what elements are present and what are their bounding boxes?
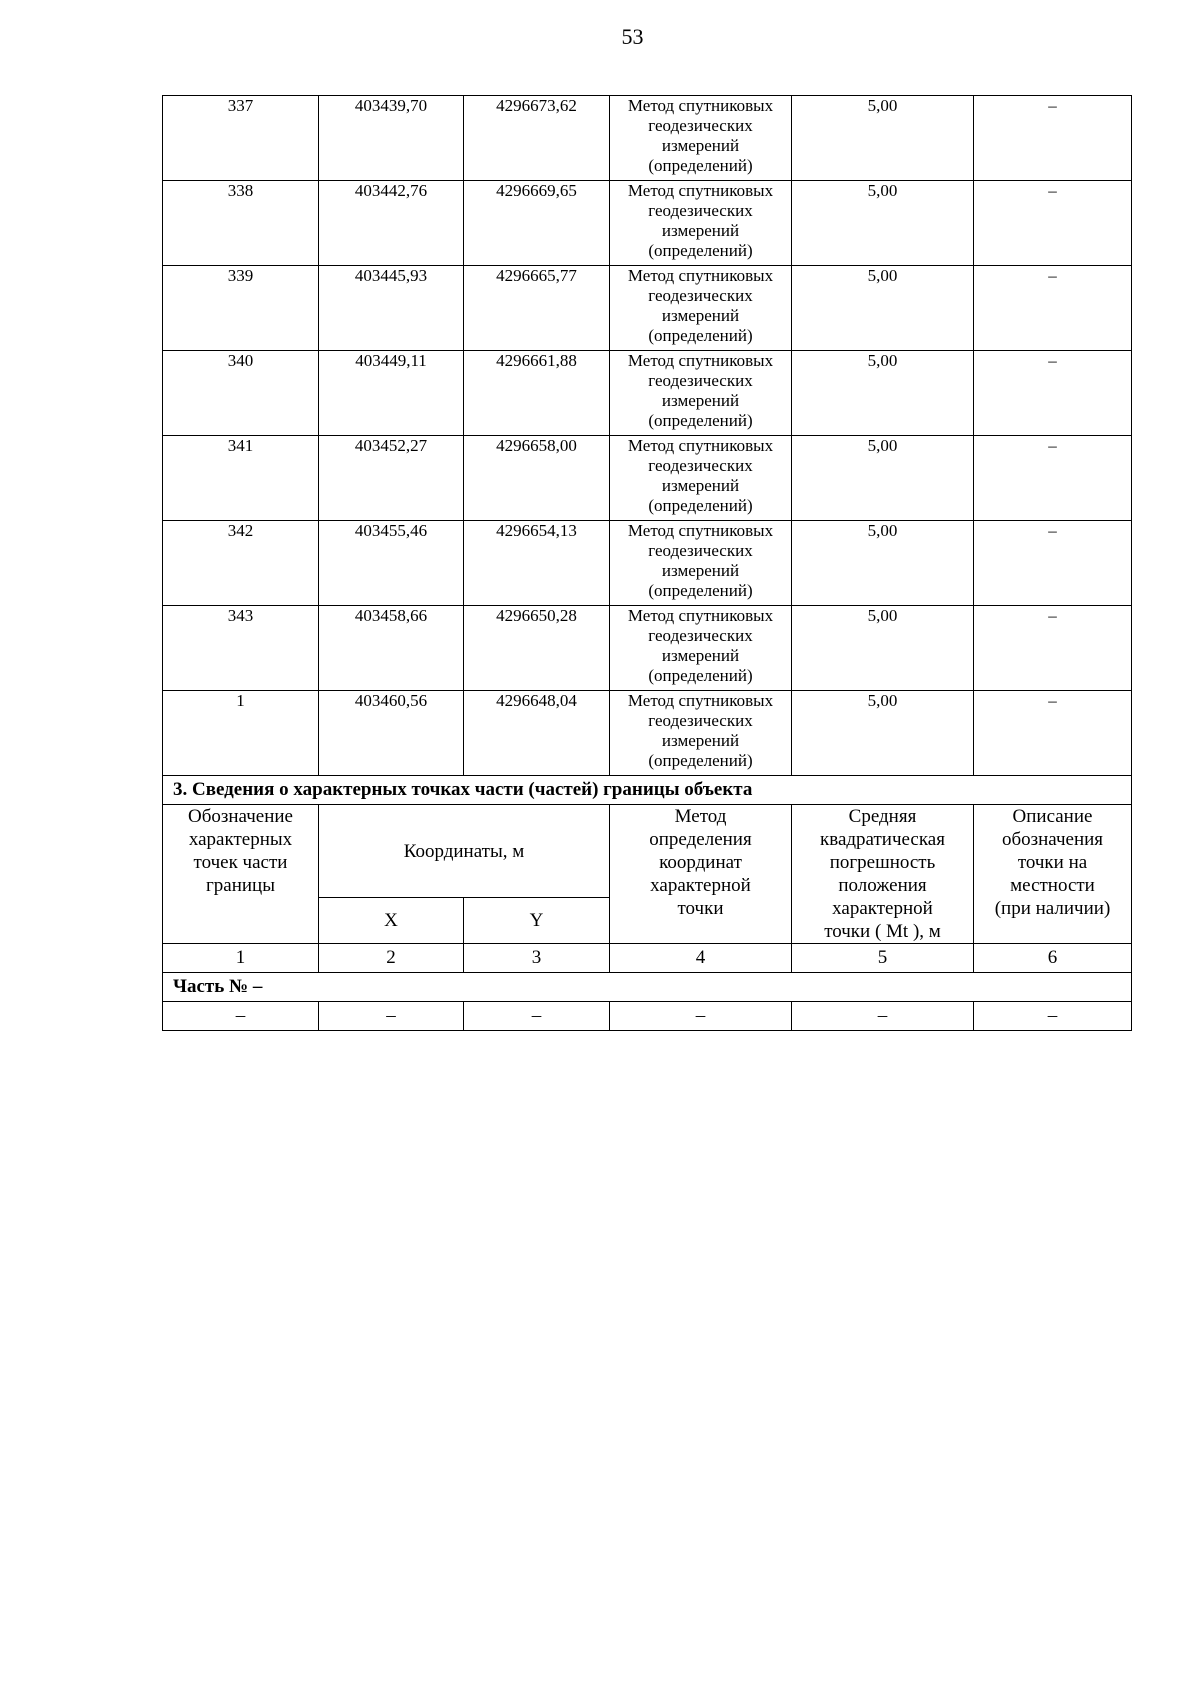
header-designation: [163, 805, 319, 944]
table-row: [163, 181, 1132, 266]
method-line: геодезических: [648, 371, 753, 390]
header-error: [792, 805, 974, 944]
coord-y: 4296654,13: [464, 521, 610, 606]
point-description: –: [974, 181, 1132, 266]
coord-y: 4296658,00: [464, 436, 610, 521]
coord-y: 4296673,62: [464, 96, 610, 181]
method-line: Метод спутниковых: [627, 266, 774, 285]
method-line: Метод спутниковых: [627, 606, 774, 625]
method-line: Метод спутниковых: [627, 521, 774, 540]
point-description: –: [974, 96, 1132, 181]
table-row: [163, 691, 1132, 776]
method-line: геодезических: [648, 541, 753, 560]
header-line: Описание: [1012, 806, 1093, 827]
method-line: геодезических: [648, 286, 753, 305]
empty-cell: –: [792, 1002, 974, 1031]
header-line: характерных: [188, 829, 293, 850]
header-line: точки ( Mt ), м: [824, 921, 941, 942]
header-line: положения: [838, 875, 927, 896]
method: [610, 181, 792, 266]
method: [610, 266, 792, 351]
header-line: характерной: [650, 875, 751, 896]
empty-cell: –: [974, 1002, 1132, 1031]
method-line: Метод спутниковых: [627, 96, 774, 115]
table-row: [163, 606, 1132, 691]
column-number: 6: [974, 944, 1132, 973]
point-id: 339: [163, 266, 319, 351]
header-x: X: [319, 898, 464, 944]
mean-error: 5,00: [792, 351, 974, 436]
coord-y: 4296665,77: [464, 266, 610, 351]
column-number: 5: [792, 944, 974, 973]
coord-x: 403452,27: [319, 436, 464, 521]
mean-error: 5,00: [792, 96, 974, 181]
coord-y: 4296661,88: [464, 351, 610, 436]
method: [610, 606, 792, 691]
points-table-body: [163, 96, 1132, 776]
method: [610, 521, 792, 606]
column-number: 1: [163, 944, 319, 973]
method-line: Метод спутниковых: [627, 436, 774, 455]
method-line: Метод спутниковых: [627, 351, 774, 370]
coord-x: 403449,11: [319, 351, 464, 436]
method: [610, 436, 792, 521]
point-id: 1: [163, 691, 319, 776]
empty-cell: –: [319, 1002, 464, 1031]
method-line: Метод спутниковых: [627, 181, 774, 200]
point-id: 342: [163, 521, 319, 606]
method-line: Метод спутниковых: [627, 691, 774, 710]
method-line: геодезических: [648, 456, 753, 475]
point-description: –: [974, 606, 1132, 691]
method-line: геодезических: [648, 201, 753, 220]
empty-data-row: [163, 1002, 1132, 1031]
method-line: измерений: [661, 136, 740, 155]
point-description: –: [974, 691, 1132, 776]
header-coordinates: Координаты, м: [319, 805, 610, 898]
coord-y: 4296650,28: [464, 606, 610, 691]
point-id: 340: [163, 351, 319, 436]
method-line: измерений: [661, 731, 740, 750]
column-number: 4: [610, 944, 792, 973]
point-description: –: [974, 266, 1132, 351]
method-line: геодезических: [648, 626, 753, 645]
page-number: 53: [621, 24, 644, 49]
method-line: (определений): [648, 751, 753, 770]
table-row: [163, 521, 1132, 606]
point-id: 338: [163, 181, 319, 266]
coord-x: 403460,56: [319, 691, 464, 776]
part-label: Часть № –: [163, 973, 1132, 1002]
header-line: координат: [659, 852, 742, 873]
header-line: квадратическая: [820, 829, 945, 850]
method-line: измерений: [661, 391, 740, 410]
coord-x: 403442,76: [319, 181, 464, 266]
header-line: (при наличии): [994, 898, 1111, 919]
method-line: измерений: [661, 646, 740, 665]
method-line: (определений): [648, 581, 753, 600]
empty-cell: –: [464, 1002, 610, 1031]
header-line: Метод: [674, 806, 727, 827]
column-number-row: [163, 944, 1132, 973]
point-id: 337: [163, 96, 319, 181]
method-line: (определений): [648, 241, 753, 260]
method-line: измерений: [661, 306, 740, 325]
coord-y: 4296669,65: [464, 181, 610, 266]
table-row: [163, 351, 1132, 436]
header-line: точки: [677, 898, 724, 919]
header-description: [974, 805, 1132, 944]
boundary-points-table: [162, 95, 1132, 1031]
empty-cell: –: [163, 1002, 319, 1031]
method-line: (определений): [648, 411, 753, 430]
mean-error: 5,00: [792, 436, 974, 521]
method: [610, 96, 792, 181]
method-line: геодезических: [648, 116, 753, 135]
header-line: определения: [649, 829, 752, 850]
point-description: –: [974, 351, 1132, 436]
method-line: измерений: [661, 476, 740, 495]
point-id: 343: [163, 606, 319, 691]
header-line: погрешность: [829, 852, 936, 873]
section-3: [163, 776, 1132, 1031]
coord-x: 403455,46: [319, 521, 464, 606]
method-line: геодезических: [648, 711, 753, 730]
coord-x: 403439,70: [319, 96, 464, 181]
method-line: (определений): [648, 326, 753, 345]
mean-error: 5,00: [792, 266, 974, 351]
point-description: –: [974, 436, 1132, 521]
column-number: 3: [464, 944, 610, 973]
mean-error: 5,00: [792, 691, 974, 776]
header-line: границы: [206, 875, 275, 896]
empty-cell: –: [610, 1002, 792, 1031]
header-line: местности: [1010, 875, 1095, 896]
method: [610, 351, 792, 436]
section-3-title: 3. Сведения о характерных точках части (частей) границы объекта: [163, 776, 1132, 805]
column-number: 2: [319, 944, 464, 973]
table-row: [163, 436, 1132, 521]
method-line: (определений): [648, 666, 753, 685]
header-y: Y: [464, 898, 610, 944]
method: [610, 691, 792, 776]
method-line: (определений): [648, 156, 753, 175]
mean-error: 5,00: [792, 521, 974, 606]
mean-error: 5,00: [792, 606, 974, 691]
table-row: [163, 266, 1132, 351]
mean-error: 5,00: [792, 181, 974, 266]
table-row: [163, 96, 1132, 181]
method-line: измерений: [661, 221, 740, 240]
coord-x: 403458,66: [319, 606, 464, 691]
method-line: (определений): [648, 496, 753, 515]
header-line: точек части: [193, 852, 288, 873]
header-line: точки на: [1017, 852, 1088, 873]
header-line: Обозначение: [188, 806, 293, 827]
point-description: –: [974, 521, 1132, 606]
coord-y: 4296648,04: [464, 691, 610, 776]
coord-x: 403445,93: [319, 266, 464, 351]
header-line: характерной: [832, 898, 933, 919]
header-line: обозначения: [1001, 829, 1104, 850]
method-line: измерений: [661, 561, 740, 580]
point-id: 341: [163, 436, 319, 521]
header-line: Средняя: [848, 806, 917, 827]
header-method: [610, 805, 792, 944]
